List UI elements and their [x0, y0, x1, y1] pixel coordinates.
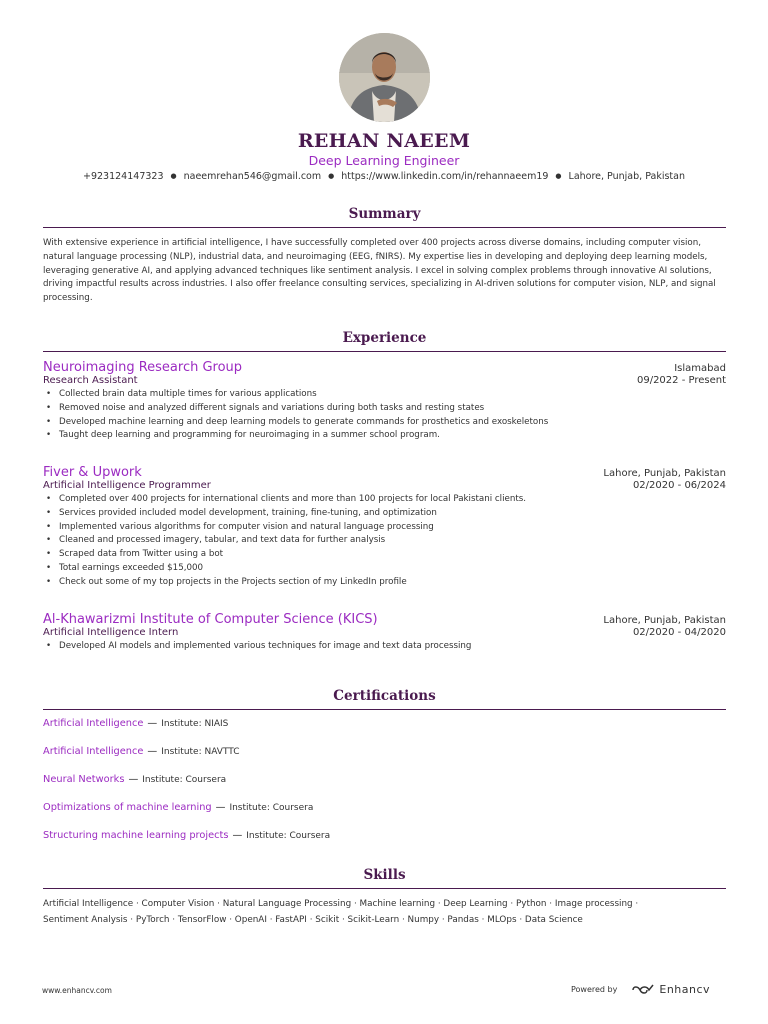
- list-item: • Collected brain data multiple times for various applications: [43, 388, 726, 402]
- experience-entry: [43, 465, 726, 590]
- list-item: • Check out some of my top projects in the Projects section of my LinkedIn profile: [43, 576, 726, 590]
- location: Lahore, Punjab, Pakistan: [568, 171, 685, 182]
- certification-institute: Institute: Coursera: [142, 775, 227, 785]
- job-bullets: [43, 388, 726, 443]
- footer-site-link[interactable]: www.enhancv.com: [42, 986, 112, 995]
- separator-dot: ●: [170, 172, 177, 180]
- list-item: • Developed machine learning and deep learning models to generate commands for prosthetics and exoskeletons: [43, 416, 726, 430]
- list-item: • Taught deep learning and programming for neuroimaging in a summer school program.: [43, 429, 726, 443]
- list-item: • Cleaned and processed imagery, tabular, and text data for further analysis: [43, 534, 726, 548]
- powered-by-label: Powered by: [571, 985, 618, 994]
- skills-heading: Skills: [43, 867, 726, 889]
- job-role: Artificial Intelligence Intern: [43, 627, 179, 638]
- company-name[interactable]: Fiver & Upwork: [43, 465, 142, 480]
- profile-photo: [339, 33, 430, 122]
- linkedin-link[interactable]: https://www.linkedin.com/in/rehannaeem19: [341, 171, 549, 182]
- list-item: • Completed over 400 projects for international clients and more than 100 projects for local Pakistani clients.: [43, 493, 726, 507]
- list-item: • Developed AI models and implemented various techniques for image and text data processing: [43, 640, 726, 654]
- candidate-title: Deep Learning Engineer: [308, 153, 460, 168]
- certification-institute: Institute: Coursera: [229, 803, 314, 813]
- enhancv-logo-icon: [631, 984, 655, 996]
- summary-heading: Summary: [43, 206, 726, 228]
- email-link[interactable]: naeemrehan546@gmail.com: [183, 171, 322, 182]
- phone-number[interactable]: +923124147323: [83, 171, 164, 182]
- skills-line: Artificial Intelligence · Computer Vision · Natural Language Processing · Machine learning · Deep Learning · Python · Image processing ·: [43, 899, 639, 909]
- certification-item: Structuring machine learning projects — Institute: Coursera: [43, 830, 331, 841]
- certification-item: Optimizations of machine learning — Institute: Coursera: [43, 802, 314, 813]
- experience-entry: [43, 612, 726, 654]
- company-name[interactable]: Neuroimaging Research Group: [43, 360, 243, 375]
- skills-line: Sentiment Analysis · PyTorch · TensorFlow · OpenAI · FastAPI · Scikit · Scikit-Learn · Numpy · Pandas · MLOps · Data Science: [43, 915, 583, 925]
- skills-list: [43, 896, 726, 928]
- job-role: Artificial Intelligence Programmer: [43, 480, 211, 491]
- experience-entry: [43, 360, 726, 443]
- contact-info: [0, 171, 768, 182]
- certification-name[interactable]: Artificial Intelligence: [43, 746, 144, 757]
- certification-item: Neural Networks — Institute: Coursera: [43, 774, 227, 785]
- certification-name[interactable]: Optimizations of machine learning: [43, 802, 212, 813]
- brand-logo[interactable]: [631, 983, 710, 996]
- summary-text: With extensive experience in artificial intelligence, I have successfully completed over 400 projects across diverse domains, including computer vision, natural language processing (NLP), industrial data, and neuroimaging (EEG, fNIRS). My expertise lies in developing and deploying deep learning models, leveraging generative AI, and applying advanced techniques like sentiment analysis. I excel in solving complex problems through innovative AI solutions, driving impactful results across industries. I also offer freelance consulting services, specializing in AI-driven solutions for computer vision, NLP, and signal processing.: [43, 238, 716, 304]
- job-dates: 02/2020 - 06/2024: [632, 480, 726, 491]
- certification-item: Artificial Intelligence — Institute: NAVTTC: [43, 746, 240, 757]
- brand-name: Enhancv: [659, 983, 711, 996]
- certification-institute: Institute: Coursera: [246, 831, 331, 841]
- certification-institute: Institute: NIAIS: [161, 719, 229, 729]
- separator-dot: ●: [555, 172, 562, 180]
- job-location: Lahore, Punjab, Pakistan: [603, 615, 726, 626]
- certification-institute: Institute: NAVTTC: [161, 747, 240, 757]
- job-location: Islamabad: [674, 363, 726, 374]
- certifications-heading: Certifications: [43, 688, 726, 710]
- certification-item: Artificial Intelligence — Institute: NIAIS: [43, 718, 229, 729]
- job-role: Research Assistant: [43, 375, 138, 386]
- job-bullets: [43, 493, 726, 590]
- list-item: • Implemented various algorithms for computer vision and natural language processing: [43, 521, 726, 535]
- list-item: • Services provided included model development, training, fine-tuning, and optimization: [43, 507, 726, 521]
- list-item: • Removed noise and analyzed different signals and variations during both tasks and resting states: [43, 402, 726, 416]
- company-name[interactable]: Al-Khawarizmi Institute of Computer Science (KICS): [43, 612, 378, 627]
- certification-name[interactable]: Neural Networks: [43, 774, 125, 785]
- separator-dot: ●: [328, 172, 335, 180]
- candidate-name: REHAN NAEEM: [297, 130, 471, 152]
- list-item: • Scraped data from Twitter using a bot: [43, 548, 726, 562]
- job-dates: 02/2020 - 04/2020: [632, 627, 726, 638]
- job-dates: 09/2022 - Present: [636, 375, 726, 386]
- list-item: • Total earnings exceeded $15,000: [43, 562, 726, 576]
- experience-heading: Experience: [43, 330, 726, 352]
- job-bullets: [43, 640, 726, 654]
- certification-name[interactable]: Structuring machine learning projects: [43, 830, 229, 841]
- certification-name[interactable]: Artificial Intelligence: [43, 718, 144, 729]
- job-location: Lahore, Punjab, Pakistan: [603, 468, 726, 479]
- footer-branding: [571, 983, 710, 996]
